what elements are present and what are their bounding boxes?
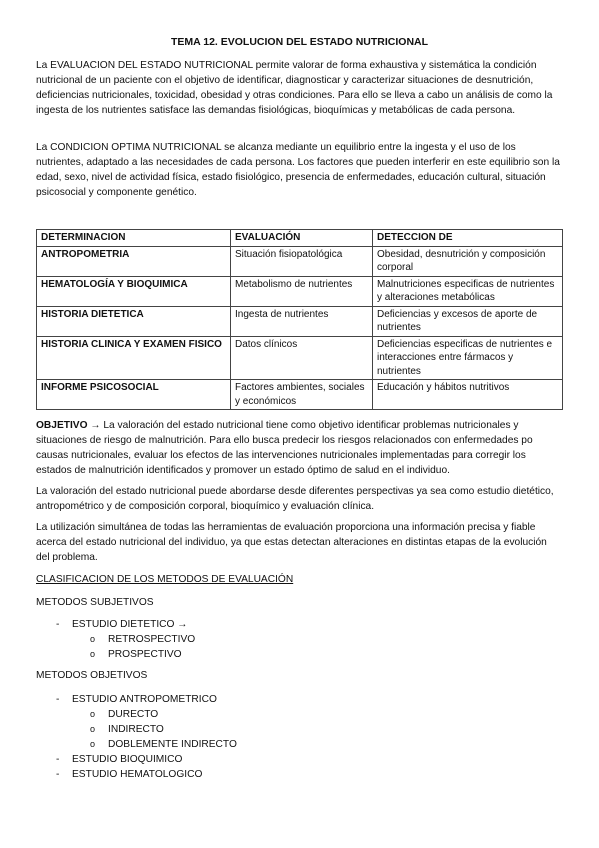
table-row — [37, 380, 563, 410]
objetivos-heading: METODOS OBJETIVOS — [36, 670, 148, 681]
table-cell: Factores ambientes, sociales y económicos — [231, 380, 373, 410]
subjetivos-list — [36, 617, 195, 662]
document-title: TEMA 12. EVOLUCION DEL ESTADO NUTRICIONAL — [170, 36, 429, 48]
table-cell: Ingesta de nutrientes — [231, 306, 373, 336]
table-cell: HISTORIA DIETETICA — [37, 306, 231, 336]
table-cell: Metabolismo de nutrientes — [231, 276, 373, 306]
list-item — [36, 692, 237, 752]
sub-list — [72, 707, 237, 752]
table-header-cell: DETERMINACION — [37, 230, 231, 247]
table-cell: Deficiencias especificas de nutrientes e interacciones entre fármacos y nutrientes — [373, 336, 563, 380]
table-row — [37, 246, 563, 276]
sub-list-item: o RETROSPECTIVO — [72, 632, 195, 647]
sub-list-item: o DOBLEMENTE INDIRECTO — [72, 737, 237, 752]
table-row — [37, 276, 563, 306]
simultanea-paragraph: La utilización simultánea de todas las herramientas de evaluación proporciona una información precisa y fiable acerca del estado nutricional del individuo, ya que estas detectan alteraciones en distintas etapas de la evolución del problema. — [36, 522, 547, 563]
table-cell: HISTORIA CLINICA Y EXAMEN FISICO — [37, 336, 231, 380]
sub-list — [72, 632, 195, 662]
list-item-label: ESTUDIO HEMATOLOGICO — [72, 769, 203, 780]
list-item — [36, 752, 237, 767]
sub-list-item: o PROSPECTIVO — [72, 647, 195, 662]
subjetivos-heading: METODOS SUBJETIVOS — [36, 597, 154, 608]
objetivo-text: La valoración del estado nutricional tiene como objetivo identificar problemas nutricionales y situaciones de riesgo de malnutrición. Para ello busca predecir los riesgos relacionados con enfermedades po causas nutricionales, evaluar los efectos de las intervenciones nutricionales implementadas para corregir los estados de malnutrición identificados y promover un estado óptimo de salud en el individuo. — [36, 420, 533, 476]
table-row — [37, 336, 563, 380]
list-item-label: ESTUDIO ANTROPOMETRICO — [72, 694, 217, 705]
table-cell: Obesidad, desnutrición y composición corporal — [373, 246, 563, 276]
table-cell: INFORME PSICOSOCIAL — [37, 380, 231, 410]
table-cell: Malnutriciones especificas de nutrientes y alteraciones metabólicas — [373, 276, 563, 306]
table-header-cell: EVALUACIÓN — [231, 230, 373, 247]
intro-paragraph: La EVALUACION DEL ESTADO NUTRICIONAL permite valorar de forma exhaustiva y sistemática la condición nutricional de un paciente con el objetivo de identificar, diagnosticar y caracterizar situaciones de desnutrición, deficiencias nutricionales, toxicidad, obesidad y otras condiciones. Para ello se lleva a cabo un análisis de como la ingesta de los nutrientes satisface las demandas fisiológicas, bioquímicas y metabólicas de cada persona. — [36, 60, 553, 116]
determination-table — [36, 229, 563, 410]
list-item — [36, 767, 237, 782]
objetivo-label: OBJETIVO → — [36, 420, 101, 431]
table-cell: ANTROPOMETRIA — [37, 246, 231, 276]
list-item — [36, 617, 195, 662]
table-row — [37, 306, 563, 336]
table-cell: Situación fisiopatológica — [231, 246, 373, 276]
table-header-cell: DETECCION DE — [373, 230, 563, 247]
sub-list-item: o INDIRECTO — [72, 722, 237, 737]
condicion-paragraph: La CONDICION OPTIMA NUTRICIONAL se alcanza mediante un equilibrio entre la ingesta y el uso de los nutrientes, adaptado a las necesidades de cada persona. Los factores que pueden interferir en este equilibrio son la edad, sexo, nivel de actividad física, estado fisiológico, presencia de enfermedades, educación cultural, situación psicosocial y componente genético. — [36, 142, 560, 198]
table-cell: Datos clínicos — [231, 336, 373, 380]
objetivo-paragraph — [36, 418, 562, 478]
clasificacion-heading: CLASIFICACION DE LOS METODOS DE EVALUACIÓN — [36, 574, 294, 585]
list-item-label: ESTUDIO BIOQUIMICO — [72, 754, 183, 765]
table-cell: Educación y hábitos nutritivos — [373, 380, 563, 410]
table-cell: Deficiencias y excesos de aporte de nutrientes — [373, 306, 563, 336]
list-item-label: ESTUDIO DIETETICO → — [72, 619, 188, 630]
table-cell: HEMATOLOGÍA Y BIOQUIMICA — [37, 276, 231, 306]
table-header-row — [37, 230, 563, 247]
objetivos-list — [36, 692, 237, 782]
sub-list-item: o DURECTO — [72, 707, 237, 722]
perspectivas-paragraph: La valoración del estado nutricional puede abordarse desde diferentes perspectivas ya sea como estudio dietético, antropométrico y de composición corporal, bioquímico y evaluación clínica. — [36, 486, 554, 512]
